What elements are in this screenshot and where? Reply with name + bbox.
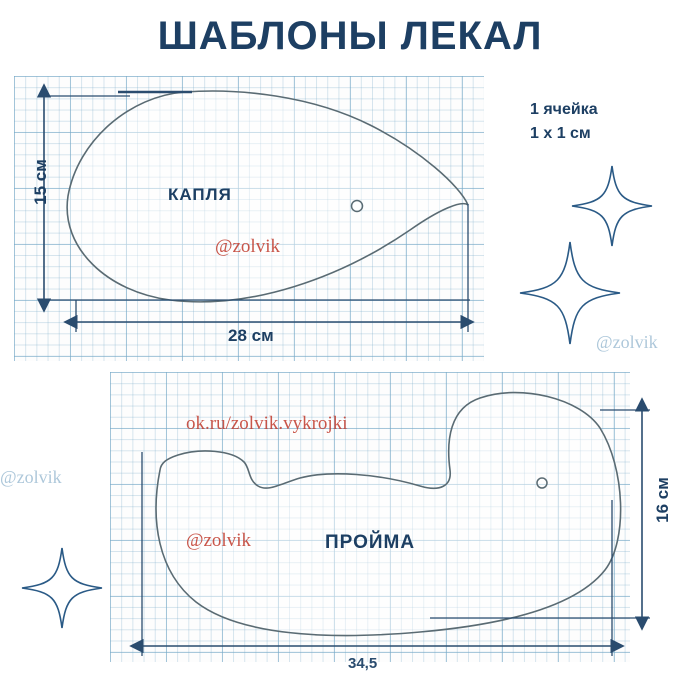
grid-cell-note — [530, 98, 598, 146]
page-title: ШАБЛОНЫ ЛЕКАЛ — [157, 14, 543, 58]
watermark-handle: @zolvik — [596, 332, 658, 352]
sparkle-star-icon — [22, 548, 102, 628]
dimension-label-kaplya-height: 15 см — [30, 159, 50, 205]
watermark-handle: @zolvik — [0, 467, 62, 487]
pattern-label-proima: ПРОЙМА — [325, 532, 416, 553]
sparkle-star-icon — [520, 242, 620, 344]
dimension-label-proima-height: 16 см — [652, 477, 672, 523]
pattern-label-kaplya: КАПЛЯ — [168, 185, 232, 204]
dimension-label-kaplya-width: 28 см — [228, 326, 274, 345]
sparkle-star-icon — [572, 166, 652, 246]
grid-cell-note-line2: 1 x 1 см — [530, 125, 591, 142]
watermark-handle: @zolvik — [186, 530, 251, 551]
grid-panel-kaplya — [14, 76, 484, 361]
watermark-url: ok.ru/zolvik.vykrojki — [186, 413, 348, 434]
dimension-label-proima-width: 34,5 — [348, 655, 378, 672]
watermark-handle: @zolvik — [215, 236, 280, 257]
grid-cell-note-line1: 1 ячейка — [530, 101, 598, 118]
